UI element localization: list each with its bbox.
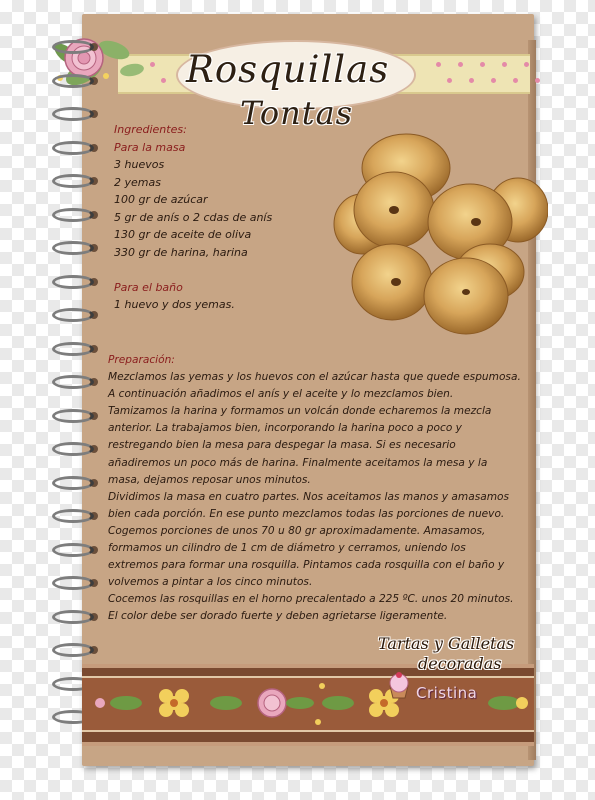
rose-icon — [258, 689, 314, 717]
flower-border — [86, 672, 532, 734]
bath-item: 1 huevo y dos yemas. — [114, 298, 235, 311]
binding-ring — [52, 509, 94, 523]
preparation-line: formamos un cilindro de 1 cm de diámetro y cerramos, uniendo los — [108, 542, 466, 555]
ingredients-section — [114, 121, 334, 314]
ribbon-dot — [480, 62, 485, 67]
ribbon-dot — [535, 78, 540, 83]
ingredient-item: 330 gr de harina, harina — [114, 245, 248, 259]
preparation-line: A continuación añadimos el anís y el aceite y lo mezclamos bien. — [108, 388, 454, 401]
ribbon-dot — [524, 62, 529, 67]
flower-icon — [110, 689, 242, 717]
rosquillas-photo — [332, 132, 548, 338]
page-subtitle: Tontas — [240, 94, 354, 132]
ingredient-item: 5 gr de anís o 2 cdas de anís — [114, 210, 273, 224]
binding-ring — [52, 375, 94, 389]
cupcake-icon — [384, 670, 414, 700]
ingredient-item: 100 gr de azúcar — [114, 193, 208, 206]
binding-ring — [52, 643, 94, 657]
preparation-line: Cogemos porciones de unos 70 u 80 gr aproximadamente. Amasamos, — [108, 524, 486, 537]
preparation-heading: Preparación: — [108, 354, 175, 366]
brand-signature: Tartas y Galletas — [378, 634, 515, 653]
preparation-line: El color debe ser dorado fuerte y deben agrietarse ligeramente. — [108, 610, 448, 623]
ribbon-dot — [458, 62, 463, 67]
ingredient-item: 2 yemas — [114, 175, 161, 189]
binding-ring — [52, 74, 94, 88]
page-title: Rosquillas — [186, 48, 390, 91]
binding-ring — [52, 174, 94, 188]
preparation-line: restregando bien la mesa para despegar la masa. Si es necesario — [108, 439, 456, 452]
ribbon-dot — [447, 78, 452, 83]
ribbon-dot — [469, 78, 474, 83]
ribbon-dot — [436, 62, 441, 67]
brand-author: Cristina — [416, 684, 478, 702]
ingredient-item: 3 huevos — [114, 158, 165, 171]
binding-ring — [52, 141, 94, 155]
preparation-line: volvemos a pintar a los cinco minutos. — [108, 576, 313, 589]
preparation-line: masa, dejamos reposar unos minutos. — [108, 473, 311, 486]
preparation-line: bien cada porción. En ese punto mezclamos todas las porciones de nuevo. — [108, 507, 505, 520]
flower-icon — [488, 696, 528, 710]
binding-ring — [52, 342, 94, 356]
preparation-line: Tamizamos la harina y formamos un volcán donde echaremos la mezcla — [108, 405, 492, 418]
binding-ring — [52, 40, 94, 54]
preparation-line: Mezclamos las yemas y los huevos con el azúcar hasta que quede espumosa. — [108, 371, 521, 384]
preparation-line: añadiremos un poco más de harina. Finalmente aceitamos la mesa y la — [108, 456, 488, 469]
binding-ring — [52, 208, 94, 222]
ribbon-dot — [502, 62, 507, 67]
binding-ring — [52, 442, 94, 456]
ribbon-dot — [513, 78, 518, 83]
binding-ring — [52, 610, 94, 624]
preparation-line: anterior. La trabajamos bien, incorporando la harina poco a poco y — [108, 422, 462, 435]
binding-ring — [52, 409, 94, 423]
spacer — [114, 261, 334, 279]
binding-ring — [52, 476, 94, 490]
binding-ring — [52, 576, 94, 590]
preparation-section — [108, 352, 534, 626]
binding-ring — [52, 543, 94, 557]
rose-icon — [44, 22, 154, 102]
preparation-line: Cocemos las rosquillas en el horno precalentado a 225 ºC. unos 20 minutos. — [108, 593, 514, 606]
binding-ring — [52, 107, 94, 121]
preparation-line: Dividimos la masa en cuatro partes. Nos aceitamos las manos y amasamos — [108, 490, 510, 503]
binding-ring — [52, 241, 94, 255]
dough-subheading: Para la masa — [114, 140, 186, 154]
ingredient-item: 130 gr de aceite de oliva — [114, 228, 252, 241]
ribbon-dot — [491, 78, 496, 83]
ingredients-heading: Ingredientes: — [114, 123, 187, 136]
binding-ring — [52, 275, 94, 289]
preparation-line: extremos para formar una rosquilla. Pintamos cada rosquilla con el baño y — [108, 559, 505, 572]
bath-subheading: Para el baño — [114, 280, 183, 294]
binding-ring — [52, 308, 94, 322]
ribbon-dot — [161, 78, 166, 83]
brand-signature-sub: decoradas — [418, 654, 502, 673]
